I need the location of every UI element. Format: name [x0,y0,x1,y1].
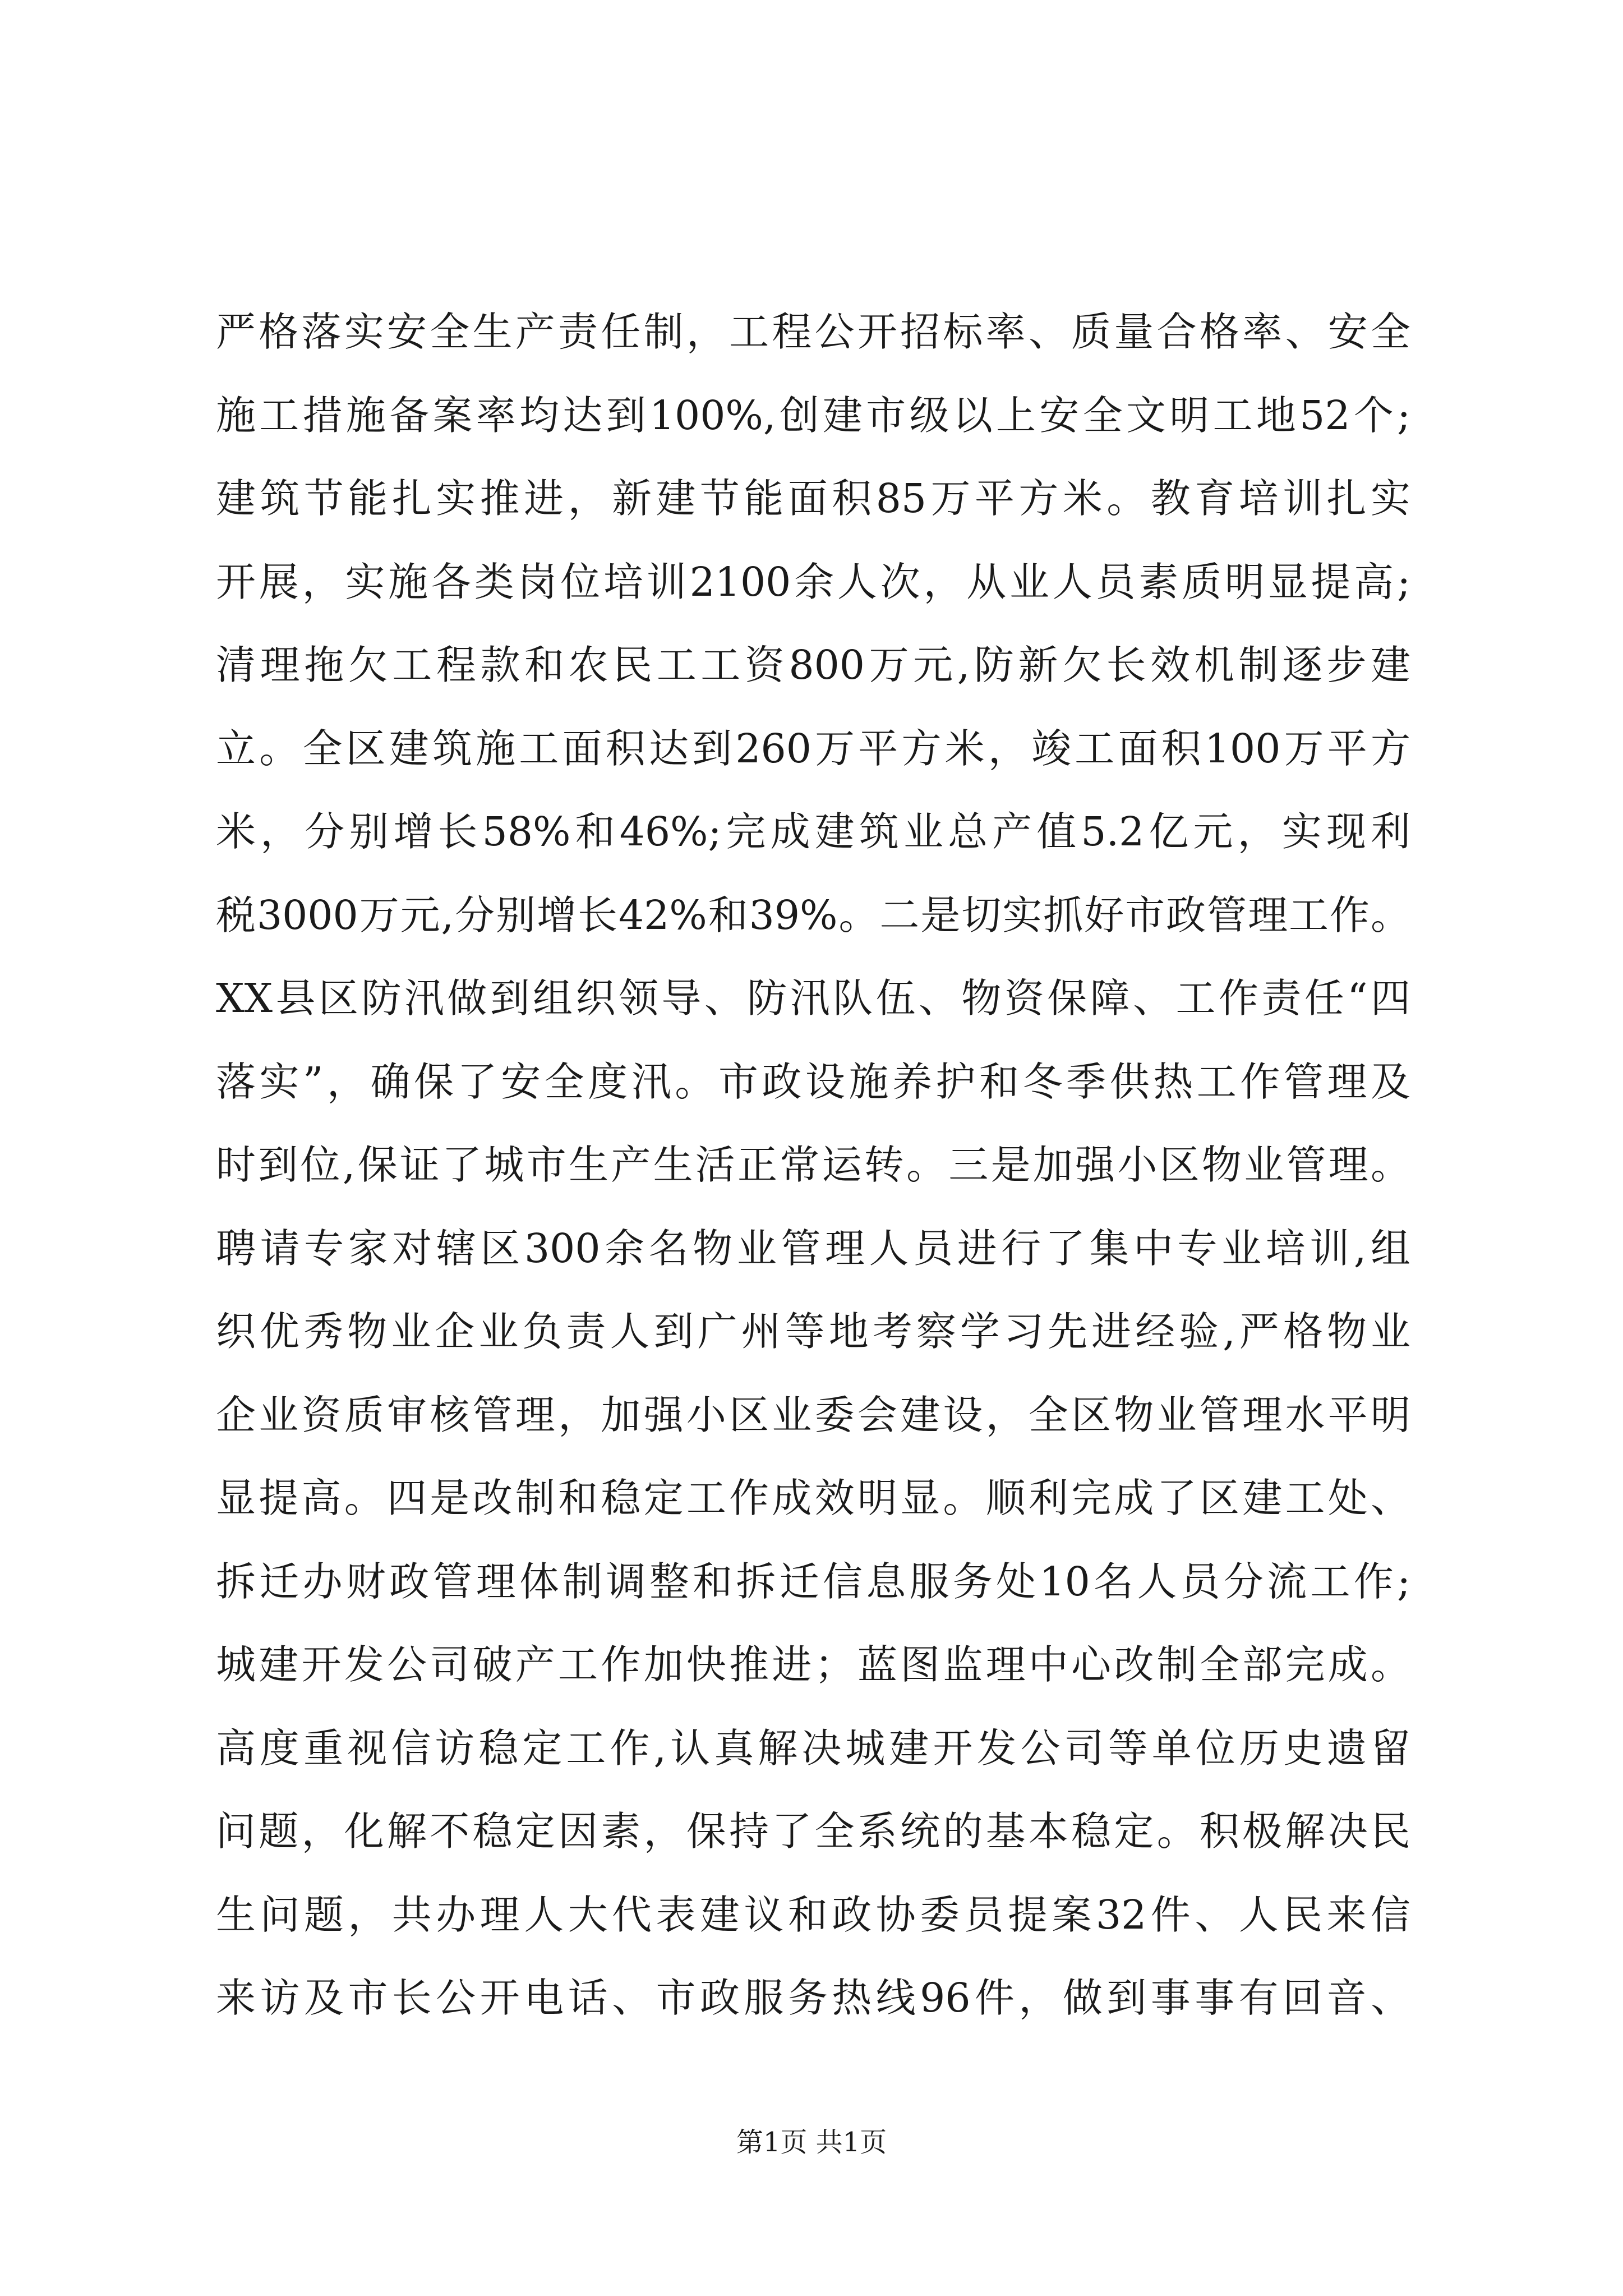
text-line: XX县区防汛做到组织领导、防汛队伍、物资保障、工作责任“四 [216,975,1410,1022]
text-line: 开展，实施各类岗位培训2100余人次，从业人员素质明显提高; [216,558,1410,605]
text-line: 施工措施备案率均达到100%,创建市级以上安全文明工地52个; [216,392,1410,439]
text-line: 城建开发公司破产工作加快推进；蓝图监理中心改制全部完成。 [216,1641,1410,1688]
text-line: 时到位,保证了城市生产生活正常运转。三是加强小区物业管理。 [216,1142,1410,1188]
text-line: 高度重视信访稳定工作,认真解决城建开发公司等单位历史遗留 [216,1724,1410,1772]
text-line: 生问题，共办理人大代表建议和政协委员提案32件、人民来信 [216,1891,1410,1938]
text-line: 拆迁办财政管理体制调整和拆迁信息服务处10名人员分流工作; [216,1558,1410,1605]
text-line: 落实”，确保了安全度汛。市政设施养护和冬季供热工作管理及 [216,1058,1410,1105]
text-line: 米，分别增长58%和46%;完成建筑业总产值5.2亿元，实现利 [216,808,1410,855]
text-line: 建筑节能扎实推进，新建节能面积85万平方米。教育培训扎实 [216,475,1410,522]
text-line: 严格落实安全生产责任制，工程公开招标率、质量合格率、安全 [216,309,1410,355]
text-line: 显提高。四是改制和稳定工作成效明显。顺利完成了区建工处、 [216,1475,1410,1521]
text-line: 聘请专家对辖区300余名物业管理人员进行了集中专业培训,组 [216,1225,1410,1272]
text-line: 企业资质审核管理，加强小区业委会建设，全区物业管理水平明 [216,1391,1410,1438]
text-line: 问题，化解不稳定因素，保持了全系统的基本稳定。积极解决民 [216,1808,1410,1855]
body-text [216,291,1410,2040]
text-line: 来访及市长公开电话、市政服务热线96件，做到事事有回音、 [216,1975,1410,2021]
page-footer: 第1页 共1页 [736,2127,887,2158]
text-line: 立。全区建筑施工面积达到260万平方米，竣工面积100万平方 [216,725,1410,772]
text-line: 清理拖欠工程款和农民工工资800万元,防新欠长效机制逐步建 [216,642,1410,688]
text-line: 织优秀物业企业负责人到广州等地考察学习先进经验,严格物业 [216,1308,1410,1355]
text-line: 税3000万元,分别增长42%和39%。二是切实抓好市政管理工作。 [216,891,1410,938]
